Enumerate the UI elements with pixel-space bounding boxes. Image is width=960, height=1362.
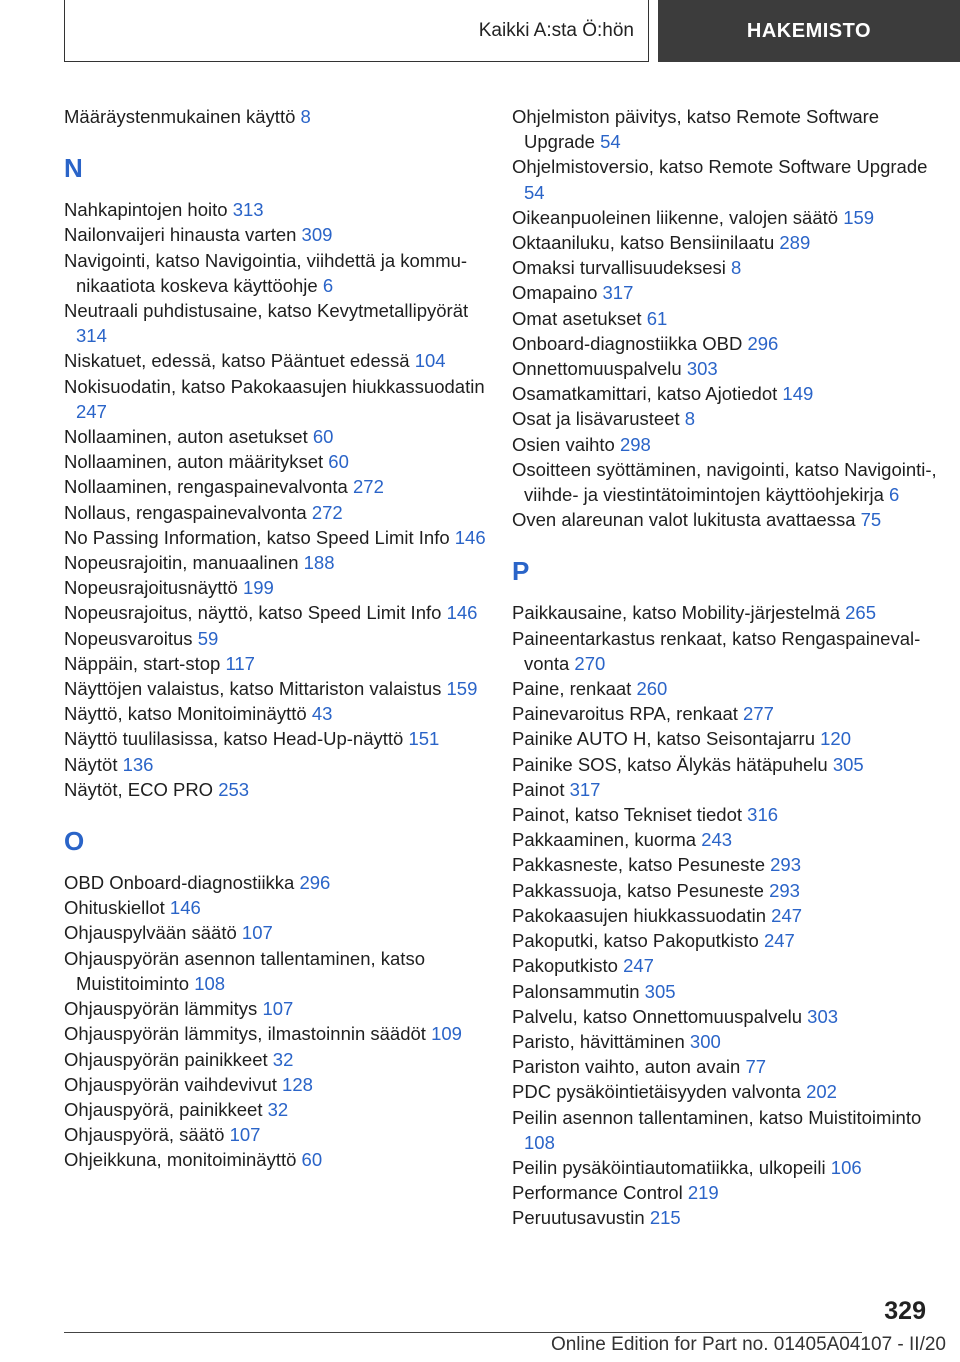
index-entry [64, 676, 504, 701]
index-entry [512, 802, 952, 827]
index-entry [512, 903, 952, 928]
index-entry [64, 946, 504, 996]
page-reference-link[interactable]: 272 [311, 501, 343, 523]
page-reference-link[interactable]: 247 [623, 955, 654, 977]
index-entry [512, 1205, 952, 1230]
page-reference-link[interactable]: 54 [600, 131, 621, 153]
page-reference-link[interactable]: 108 [524, 1131, 555, 1153]
page-reference-link[interactable]: 106 [830, 1156, 862, 1178]
page-reference-link[interactable]: 298 [619, 433, 651, 455]
index-letter-heading: N [64, 153, 83, 184]
index-column-right [512, 104, 952, 1231]
index-entry [512, 331, 952, 356]
index-entry [64, 726, 504, 751]
index-entry [64, 1147, 504, 1172]
index-entry [512, 979, 952, 1004]
page-reference-link[interactable]: 136 [122, 753, 154, 775]
index-entry [512, 104, 952, 154]
index-entry-text: Ohjauspyörän vaihdevivut [64, 1073, 283, 1095]
index-entry-text: Nopeusrajoitin, manuaalinen [64, 552, 304, 574]
index-entry-text: Pakokaasujen hiukkassuodatin [512, 904, 772, 926]
index-entry [64, 752, 504, 777]
index-column-left [64, 104, 504, 1173]
index-entry [512, 406, 952, 431]
index-entry-text: Nollaaminen, auton asetukset [64, 426, 313, 448]
index-entry-text: Osien vaihto [512, 433, 620, 455]
index-entry [512, 928, 952, 953]
index-entry [64, 777, 504, 802]
page-reference-link[interactable]: 243 [701, 829, 733, 851]
index-entry-text: Pakoputki, katso Pakoputkisto [512, 930, 764, 952]
index-entry [64, 424, 504, 449]
index-entry-text: Nokisuodatin, katso Pakokaasujen hiukkassuodatin [64, 375, 485, 397]
index-entry-text: Näytöt [64, 753, 123, 775]
index-entry-text: Oktaaniluku, katso Bensiinilaatu [512, 232, 780, 254]
index-entry [512, 1105, 952, 1155]
page-reference-link[interactable]: 188 [303, 552, 335, 574]
index-entry-text: Peilin asennon tallentaminen, katso Muistitoiminto [512, 1106, 922, 1128]
page-reference-link[interactable]: 202 [806, 1081, 837, 1103]
page-reference-link[interactable]: 77 [745, 1056, 767, 1078]
page-reference-link[interactable]: 293 [769, 879, 800, 901]
page-reference-link[interactable]: 317 [602, 282, 634, 304]
index-entry-text: Omat asetukset [512, 307, 647, 329]
index-entry-text: Pakkasneste, katso Pesuneste [512, 854, 771, 876]
index-entry-text: Paristo, hävittäminen [512, 1030, 690, 1052]
index-entry [64, 348, 504, 373]
index-entry-text: Oven alareunan valot lukitusta avattaessa [512, 509, 861, 531]
index-entry-text: PDC pysäköintietäisyyden valvonta [512, 1081, 807, 1103]
page-reference-link[interactable]: 199 [242, 577, 274, 599]
index-entry [512, 1004, 952, 1029]
index-entry [64, 701, 504, 726]
page-reference-link[interactable]: 107 [229, 1124, 261, 1146]
page-reference-link[interactable]: 247 [76, 400, 107, 422]
index-entry-text: Ohjauspyörä, säätö [64, 1124, 230, 1146]
index-entry [512, 676, 952, 701]
page-reference-link[interactable]: 293 [770, 854, 801, 876]
index-entry-text: Pakkaaminen, kuorma [512, 829, 702, 851]
page-reference-link[interactable]: 316 [747, 804, 779, 826]
page-reference-link[interactable]: 253 [218, 778, 250, 800]
index-entry-text: Osamatkamittari, katso Ajotiedot [512, 383, 783, 405]
index-entry-text: Painike SOS, katso Älykäs hätäpuhelu [512, 753, 833, 775]
page-reference-link[interactable]: 6 [889, 484, 900, 506]
page-reference-link[interactable]: 247 [771, 904, 803, 926]
index-entry [512, 230, 952, 255]
index-entry [64, 197, 504, 222]
page-header [0, 0, 960, 66]
page-reference-link[interactable]: 305 [832, 753, 864, 775]
index-entry-text: Peruutusavustin [512, 1207, 650, 1229]
index-entry-text: Oikeanpuoleinen liikenne, valojen säätö [512, 206, 844, 228]
index-entry-text: Onnettomuuspalvelu [512, 358, 687, 380]
page-reference-link[interactable]: 61 [646, 307, 668, 329]
index-entry [512, 1054, 952, 1079]
page-reference-link[interactable]: 59 [197, 627, 219, 649]
page-reference-link[interactable]: 303 [807, 1005, 839, 1027]
index-entry [512, 726, 952, 751]
page-reference-link[interactable]: 215 [649, 1207, 681, 1229]
index-entry-text: Nollaaminen, rengaspainevalvonta [64, 476, 353, 498]
index-entry [512, 356, 952, 381]
index-entry [512, 752, 952, 777]
page-reference-link[interactable]: 60 [328, 451, 349, 473]
index-entry-text: Ohjelmiston päivitys, katso Remote Software Upgrade [512, 106, 880, 153]
index-entry [512, 154, 952, 204]
index-entry-text: Ohjeikkuna, monitoiminäyttö [64, 1149, 302, 1171]
page-reference-link[interactable]: 120 [820, 728, 852, 750]
page-reference-link[interactable]: 32 [272, 1048, 294, 1070]
index-entry [512, 255, 952, 280]
page-reference-link[interactable]: 309 [301, 224, 333, 246]
index-entry [512, 507, 952, 532]
index-entry-text: Ohjauspyörän painikkeet [64, 1048, 273, 1070]
index-entry [64, 500, 504, 525]
index-letter-heading: O [64, 826, 85, 857]
page-reference-link[interactable]: 296 [747, 332, 779, 354]
page-reference-link[interactable]: 260 [636, 678, 668, 700]
page-reference-link[interactable]: 75 [860, 509, 882, 531]
page-reference-link[interactable]: 247 [763, 930, 795, 952]
page-reference-link[interactable]: 317 [569, 778, 601, 800]
index-letter-heading: P [512, 556, 530, 587]
index-entry [64, 575, 504, 600]
page-reference-link[interactable]: 108 [194, 972, 226, 994]
index-entry-text: Pariston vaihto, auton avain [512, 1056, 746, 1078]
page-reference-link[interactable]: 146 [454, 526, 486, 548]
footer-divider [64, 1332, 862, 1333]
index-entry [512, 878, 952, 903]
index-entry-text: Niskatuet, edessä, katso Pääntuet edessä [64, 350, 415, 372]
index-entry [64, 996, 504, 1021]
page-reference-link[interactable]: 300 [689, 1030, 721, 1052]
index-entry [64, 600, 504, 625]
index-entry [64, 1072, 504, 1097]
index-entry-text: Ohjauspyörän lämmitys [64, 998, 263, 1020]
page-reference-link[interactable]: 270 [574, 652, 606, 674]
page-reference-link[interactable]: 6 [322, 274, 334, 296]
index-entry-text: Näyttö, katso Monitoiminäyttö [64, 703, 312, 725]
index-entry [64, 474, 504, 499]
page-reference-link[interactable]: 128 [282, 1073, 313, 1095]
index-entry [64, 626, 504, 651]
index-entry [512, 1180, 952, 1205]
page-reference-link[interactable]: 107 [262, 998, 294, 1020]
index-entry-text: Omaksi turvallisuudeksesi [512, 257, 731, 279]
index-entry-text: Määräystenmukainen käyttö [64, 106, 301, 127]
page-reference-link[interactable]: 313 [232, 199, 264, 221]
page-reference-link[interactable]: 314 [76, 325, 107, 347]
page-reference-link[interactable]: 60 [312, 426, 334, 448]
index-entry [512, 306, 952, 331]
index-entry-text: Navigointi, katso Navigointia, viihdettä ja kommunikaatiota koskeva käyttöohje [64, 249, 468, 296]
page-reference-link[interactable]: 305 [644, 980, 676, 1002]
index-entry-text: Näyttö tuulilasissa, katso Head-Up-näyttö [64, 728, 409, 750]
page-reference-link[interactable]: 109 [431, 1023, 462, 1045]
page-reference-link[interactable]: 8 [684, 408, 696, 430]
index-entry-text: Nopeusvaroitus [64, 627, 198, 649]
index-entry [512, 626, 952, 676]
index-entry-text: Palvelu, katso Onnettomuuspalvelu [512, 1005, 808, 1027]
index-entry [64, 1122, 504, 1147]
index-entry [64, 222, 504, 247]
index-entry-text: Nailonvaijeri hinausta varten [64, 224, 302, 246]
index-entry [64, 550, 504, 575]
index-entry-text: Ohjauspyörän lämmitys, ilmastoinnin säädöt [64, 1023, 432, 1045]
page-reference-link[interactable]: 303 [686, 358, 718, 380]
page-reference-link[interactable]: 265 [845, 602, 877, 624]
index-entry [64, 920, 504, 945]
footer-edition: Online Edition for Part no. 01405A04107 - II/20 [550, 1334, 946, 1355]
page-reference-link[interactable]: 289 [779, 232, 811, 254]
index-entry [512, 701, 952, 726]
index-entry-text: Painike AUTO H, katso Seisontajarru [512, 728, 821, 750]
page-reference-link[interactable]: 60 [301, 1149, 323, 1171]
index-entry [64, 449, 504, 474]
index-entry-text: Painot [512, 778, 570, 800]
index-entry-text: Näyttöjen valaistus, katso Mittariston valaistus [64, 678, 447, 700]
page-reference-link[interactable]: 107 [241, 922, 273, 944]
index-entry [512, 1155, 952, 1180]
page-reference-link[interactable]: 151 [408, 728, 440, 750]
index-entry [64, 895, 504, 920]
page-reference-link[interactable]: 104 [414, 350, 446, 372]
page-number: 329 [884, 1297, 926, 1325]
index-entry-text: Ohjauspyörä, painikkeet [64, 1098, 268, 1120]
index-entry [64, 104, 504, 129]
index-entry-text: Paineentarkastus renkaat, katso Rengaspainevalvonta [512, 627, 921, 674]
page-reference-link[interactable]: 8 [731, 257, 742, 279]
index-entry-text: Nopeusrajoitus, näyttö, katso Speed Limit Info [64, 602, 447, 624]
index-entry [512, 1079, 952, 1104]
page-reference-link[interactable]: 117 [225, 652, 255, 674]
index-entry [64, 298, 504, 348]
index-tab[interactable]: HAKEMISTO [658, 0, 960, 62]
index-entry-text: Performance Control [512, 1182, 688, 1204]
index-entry-text: Ohjauspylvään säätö [64, 922, 242, 944]
index-entry-text: Painevaroitus RPA, renkaat [512, 703, 744, 725]
index-entry-text: Palonsammutin [512, 980, 645, 1002]
page-reference-link[interactable]: 146 [169, 897, 201, 919]
index-entry [64, 248, 504, 298]
page-reference-link[interactable]: 159 [843, 206, 875, 228]
index-entry [512, 280, 952, 305]
index-entry [64, 525, 504, 550]
index-entry-text: Osat ja lisävarusteet [512, 408, 685, 430]
page-reference-link[interactable]: 149 [782, 383, 814, 405]
index-entry-text: Pakoputkisto [512, 955, 624, 977]
index-entry-text: No Passing Information, katso Speed Limit Info [64, 526, 455, 548]
index-entry [64, 1047, 504, 1072]
index-entry-text: Paikkausaine, katso Mobility-järjestelmä [512, 602, 846, 624]
index-entry [512, 457, 952, 507]
index-entry-text: Neutraali puhdistusaine, katso Kevytmetallipyörät [64, 300, 469, 322]
index-entry-text: Nahkapintojen hoito [64, 199, 233, 221]
index-entry [64, 1097, 504, 1122]
page-reference-link[interactable]: 146 [446, 602, 478, 624]
index-entry-text: Nollaaminen, auton määritykset [64, 451, 329, 473]
index-entry [64, 870, 504, 895]
index-entry-text: Ohjelmistoversio, katso Remote Software Upgrade [512, 156, 928, 178]
page-reference-link[interactable]: 296 [299, 872, 331, 894]
index-entry [512, 432, 952, 457]
index-entry [512, 953, 952, 978]
index-entry-text: Painot, katso Tekniset tiedot [512, 804, 748, 826]
index-entry-text: Paine, renkaat [512, 678, 637, 700]
page-reference-link[interactable]: 54 [524, 181, 545, 203]
index-entry [512, 205, 952, 230]
index-entry-text: Nopeusrajoitusnäyttö [64, 577, 243, 599]
index-entry [512, 827, 952, 852]
index-entry [64, 651, 504, 676]
page-reference-link[interactable]: 43 [311, 703, 333, 725]
index-entry-text: Pakkassuoja, katso Pesuneste [512, 879, 770, 901]
index-entry-text: Peilin pysäköintiautomatiikka, ulkopeili [512, 1156, 831, 1178]
index-entry [512, 852, 952, 877]
index-entry [64, 374, 504, 424]
index-entry-text: Ohjauspyörän asennon tallentaminen, katso Muistitoiminto [64, 947, 425, 994]
index-entry [512, 777, 952, 802]
page-reference-link[interactable]: 32 [267, 1098, 289, 1120]
page-reference-link[interactable]: 159 [446, 678, 478, 700]
index-entry-text: Näytöt, ECO PRO [64, 778, 219, 800]
index-entry-text: Nollaus, rengaspainevalvonta [64, 501, 312, 523]
index-entry-text: Osoitteen syöttäminen, navigointi, katso Navigointi-, viihde- ja viestintätoimintojen käyttöohjekirja [512, 458, 937, 506]
index-entry-text: Ohituskiellot [64, 897, 170, 919]
index-entry [512, 1029, 952, 1054]
index-entry-text: Näppäin, start-stop [64, 652, 226, 674]
page-reference-link[interactable]: 277 [743, 703, 774, 725]
page-reference-link[interactable]: 8 [300, 106, 311, 127]
page-reference-link[interactable]: 272 [353, 476, 384, 498]
index-entry-text: OBD Onboard-diagnostiikka [64, 872, 300, 894]
index-entry-text: Onboard-diagnostiikka OBD [512, 332, 748, 354]
index-entry [64, 1021, 504, 1046]
index-entry-text: Omapaino [512, 282, 603, 304]
index-entry [512, 600, 952, 625]
section-label: Kaikki A:sta Ö:hön [64, 0, 649, 62]
page-reference-link[interactable]: 219 [687, 1182, 719, 1204]
index-entry [512, 381, 952, 406]
